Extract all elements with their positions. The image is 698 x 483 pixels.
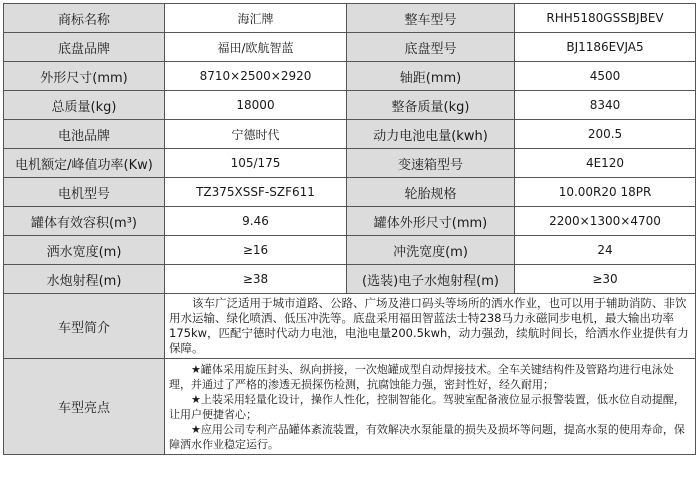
spec-value: 海汇牌 bbox=[165, 4, 347, 33]
spec-value: 18000 bbox=[165, 91, 347, 120]
highlights-text bbox=[165, 359, 696, 455]
table-row bbox=[4, 4, 696, 33]
spec-value: 24 bbox=[515, 236, 696, 265]
spec-value: 宁德时代 bbox=[165, 120, 347, 149]
spec-label: 底盘型号 bbox=[347, 33, 515, 62]
spec-value: 8710×2500×2920 bbox=[165, 62, 347, 91]
spec-label: 电机型号 bbox=[4, 178, 165, 207]
spec-value: ≥38 bbox=[165, 265, 347, 294]
spec-label: 商标名称 bbox=[4, 4, 165, 33]
spec-value: 4E120 bbox=[515, 149, 696, 178]
spec-label: 整车型号 bbox=[347, 4, 515, 33]
spec-value: TZ375XSSF-SZF611 bbox=[165, 178, 347, 207]
spec-value: 10.00R20 18PR bbox=[515, 178, 696, 207]
spec-value: ≥30 bbox=[515, 265, 696, 294]
spec-table-body bbox=[4, 4, 696, 455]
intro-label: 车型简介 bbox=[4, 294, 165, 359]
spec-value: 200.5 bbox=[515, 120, 696, 149]
spec-label: 电机额定/峰值功率(Kw) bbox=[4, 149, 165, 178]
spec-label: 底盘品牌 bbox=[4, 33, 165, 62]
spec-value: 9.46 bbox=[165, 207, 347, 236]
spec-label: 水炮射程(m) bbox=[4, 265, 165, 294]
spec-value: 105/175 bbox=[165, 149, 347, 178]
highlights-label: 车型亮点 bbox=[4, 359, 165, 455]
spec-value: 8340 bbox=[515, 91, 696, 120]
table-row bbox=[4, 33, 696, 62]
spec-label: 冲洗宽度(m) bbox=[347, 236, 515, 265]
spec-label: 轮胎规格 bbox=[347, 178, 515, 207]
intro-paragraph: 该车广泛适用于城市道路、公路、广场及港口码头等场所的洒水作业，也可以用于辅助消防、非饮用水运输、绿化喷洒、低压冲洗等。底盘采用福田智蓝法士特238马力永磁同步电机，最大输出功率175kw，匹配宁德时代动力电池，电池电量200.5kwh，动力强劲，续航时间长，给洒水作业提供有力保障。 bbox=[169, 296, 689, 355]
spec-label: 洒水宽度(m) bbox=[4, 236, 165, 265]
highlight-item: ★应用公司专利产品罐体紊流装置，有效解决水泵能量的损失及损坏等问题，提高水泵的使用寿命，保障洒水作业稳定运行。 bbox=[169, 422, 685, 451]
table-row bbox=[4, 265, 696, 294]
spec-label: 罐体外形尺寸(mm) bbox=[347, 207, 515, 236]
intro-row bbox=[4, 294, 696, 359]
spec-value: BJ1186EVJA5 bbox=[515, 33, 696, 62]
spec-label: 罐体有效容积(m³) bbox=[4, 207, 165, 236]
spec-label: 电池品牌 bbox=[4, 120, 165, 149]
spec-label: 整备质量(kg) bbox=[347, 91, 515, 120]
spec-label: 变速箱型号 bbox=[347, 149, 515, 178]
spec-label: (选装)电子水炮射程(m) bbox=[347, 265, 515, 294]
table-row bbox=[4, 178, 696, 207]
highlight-item: ★罐体采用旋压封头、纵向拼接，一次炮罐成型自动焊接技术。全车关键结构件及管路均进行电泳处理，并通过了严格的渗透无损探伤检测，抗腐蚀能力强，密封性好，经久耐用； bbox=[169, 362, 674, 391]
spec-value: 福田/欧航智蓝 bbox=[165, 33, 347, 62]
spec-value: 2200×1300×4700 bbox=[515, 207, 696, 236]
table-row bbox=[4, 207, 696, 236]
highlights-row bbox=[4, 359, 696, 455]
table-row bbox=[4, 236, 696, 265]
spec-value: 4500 bbox=[515, 62, 696, 91]
spec-value: RHH5180GSSBJBEV bbox=[515, 4, 696, 33]
intro-text bbox=[165, 294, 696, 359]
spec-label: 外形尺寸(mm) bbox=[4, 62, 165, 91]
spec-label: 轴距(mm) bbox=[347, 62, 515, 91]
table-row bbox=[4, 91, 696, 120]
table-row bbox=[4, 120, 696, 149]
table-row bbox=[4, 149, 696, 178]
spec-table bbox=[3, 3, 696, 455]
spec-value: ≥16 bbox=[165, 236, 347, 265]
highlight-item: ★上装采用轻量化设计，操作人性化，控制智能化。驾驶室配备液位显示报警装置，低水位自动提醒，让用户便捷省心； bbox=[169, 392, 685, 421]
spec-label: 动力电池电量(kwh) bbox=[347, 120, 515, 149]
table-row bbox=[4, 62, 696, 91]
spec-label: 总质量(kg) bbox=[4, 91, 165, 120]
